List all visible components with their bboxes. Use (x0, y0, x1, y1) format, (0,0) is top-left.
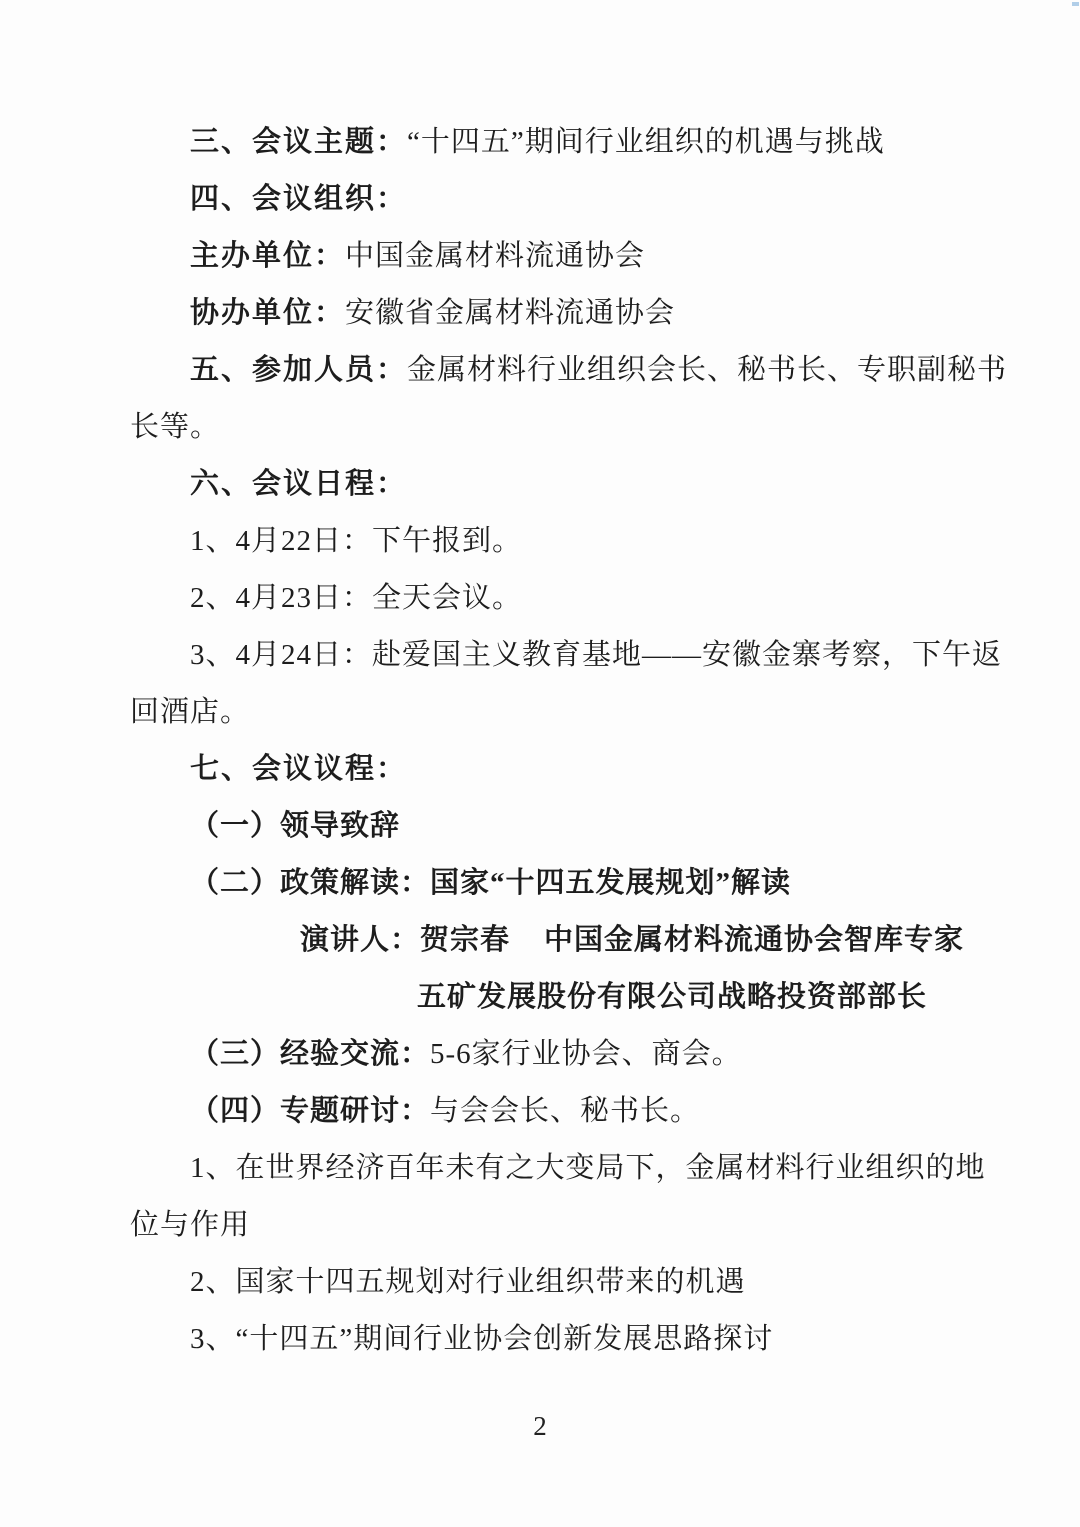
schedule-item-3-line1: 3、4月24日：赴爱国主义教育基地——安徽金寨考察，下午返 (190, 639, 1003, 671)
page-number: 2 (533, 1411, 547, 1441)
host-unit-value: 中国金属材料流通协会 (345, 240, 646, 272)
meeting-theme-text: “十四五”期间行业组织的机遇与挑战 (407, 126, 885, 158)
speaker-title-1: 中国金属材料流通协会智库专家 (544, 924, 965, 956)
cohost-unit-line (130, 285, 978, 342)
schedule-item-2: 2、4月23日：全天会议。 (190, 582, 523, 614)
section-6-schedule (130, 456, 978, 513)
section-3-meeting-theme (130, 114, 978, 171)
cohost-unit-value: 安徽省金属材料流通协会 (345, 297, 676, 329)
host-unit-label: 主办单位： (190, 240, 346, 272)
document-body (130, 114, 1008, 1368)
agenda-item-2-policy-interpretation: （二）政策解读：国家“十四五发展规划”解读 (190, 867, 792, 899)
speaker-label: 演讲人： (300, 924, 421, 956)
schedule-item-3-line2: 回酒店。 (130, 696, 251, 728)
section-5-participants (130, 342, 1008, 399)
section-3-label: 三、会议主题： (190, 126, 408, 158)
discussion-topic-3: 3、“十四五”期间行业协会创新发展思路探讨 (190, 1323, 774, 1355)
speaker-title-2-line: 五矿发展股份有限公司战略投资部部长 (417, 981, 928, 1013)
agenda-item-4-label: （四）专题研讨： (190, 1095, 431, 1127)
agenda-item-4-value: 与会会长、秘书长。 (430, 1095, 701, 1127)
section-7-label: 七、会议议程： (190, 753, 408, 785)
agenda-item-3-value: 5-6家行业协会、商会。 (430, 1038, 742, 1070)
discussion-topic-2: 2、国家十四五规划对行业组织带来的机遇 (190, 1266, 746, 1298)
section-4-label: 四、会议组织： (190, 183, 408, 215)
agenda-item-1-leader-speech: （一）领导致辞 (190, 810, 401, 842)
speaker-name: 贺宗春 (420, 924, 511, 956)
agenda-item-3-label: （三）经验交流： (190, 1038, 431, 1070)
speaker-line (130, 912, 978, 969)
discussion-topic-1-line2: 位与作用 (130, 1209, 251, 1241)
participants-text-line1: 金属材料行业组织会长、秘书长、专职副秘书 (407, 354, 1008, 386)
discussion-topic-1-line1: 1、在世界经济百年未有之大变局下，金属材料行业组织的地 (190, 1152, 986, 1184)
scan-artifact-speck (1072, 2, 1079, 6)
participants-text-line2: 长等。 (130, 411, 221, 443)
schedule-item-1: 1、4月22日：下午报到。 (190, 525, 523, 557)
agenda-item-4-topic-discussion (130, 1083, 978, 1140)
section-7-agenda (130, 741, 978, 798)
cohost-unit-label: 协办单位： (190, 297, 346, 329)
section-6-label: 六、会议日程： (190, 468, 408, 500)
agenda-item-3-experience-exchange (130, 1026, 978, 1083)
section-5-label: 五、参加人员： (190, 354, 408, 386)
host-unit-line (130, 228, 978, 285)
section-4-meeting-organization (130, 171, 978, 228)
